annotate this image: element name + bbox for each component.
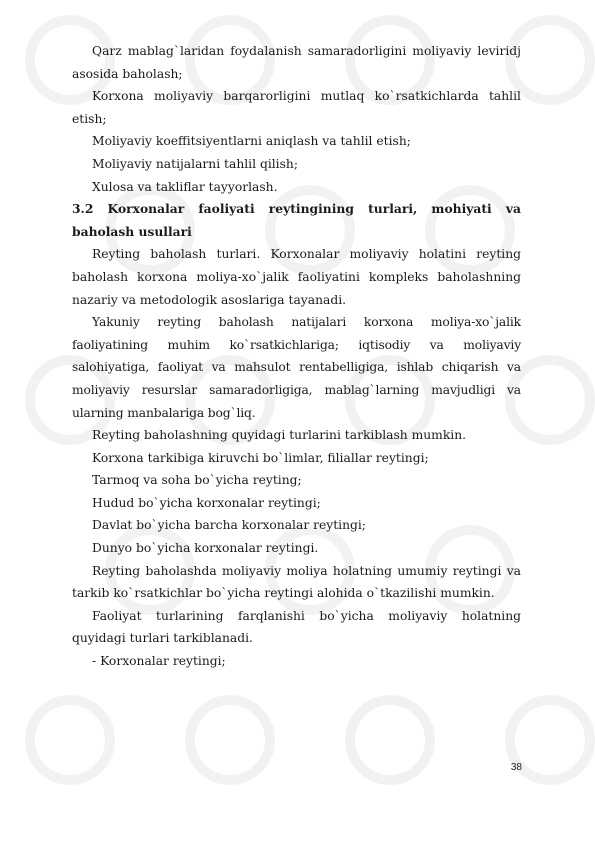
- section-heading: 3.2 Korxonalar faoliyati reytingining turlari, mohiyati va baholash usullari: [72, 201, 521, 239]
- list-item-korxonalar-reytingi: - Korxonalar reytingi;: [92, 654, 226, 669]
- paragraph-natijalar: Moliyaviy natijalarni tahlil qilish;: [92, 156, 298, 171]
- paragraph-koeffitsiyentlar: Moliyaviy koeffitsiyentlarni aniqlash va tahlil etish;: [92, 134, 411, 149]
- paragraph-faoliyat-turlari: Faoliyat turlarining farqlanishi bo`yicha moliyaviy holatning quyidagi turlari tarkiblanadi.: [72, 608, 521, 646]
- paragraph-barqarorlik: Korxona moliyaviy barqarorligini mutlaq ko`rsatkichlarda tahlil etish;: [72, 89, 521, 126]
- paragraph-umumiy-reyting: Reyting baholashda moliyaviy moliya holatning umumiy reytingi va tarkib ko`rsatkichlar bo`yicha reytingi alohida o`tkazilishi mumkin.: [72, 563, 521, 601]
- document-page: [72, 40, 521, 673]
- list-item-bolimlar: Korxona tarkibiga kiruvchi bo`limlar, filiallar reytingi;: [92, 450, 429, 465]
- paragraph-yakuniy-reyting: Yakuniy reyting baholash natijalari korxona moliya-xo`jalik faoliyatining muhim ko`rsatkichlariga; iqtisodiy va moliyaviy salohiyatiga, faoliyat va mahsulot rentabelligiga, ishlab chiqarish va moliyaviy resurslar samaradorligiga, mablag`larning mavjudligi va ularning manbalariga bog`liq.: [72, 315, 521, 420]
- page-number: 38: [510, 762, 522, 773]
- paragraph-xulosa: Xulosa va takliflar tayyorlash.: [92, 179, 278, 194]
- list-item-davlat: Davlat bo`yicha barcha korxonalar reytingi;: [92, 518, 366, 533]
- list-item-hudud: Hudud bo`yicha korxonalar reytingi;: [92, 495, 321, 510]
- paragraph-reyting-turlari: Reyting baholash turlari. Korxonalar moliyaviy holatini reyting baholash korxona moliya-xo`jalik faoliyatini kompleks baholashning nazariy va metodologik asoslariga tayanadi.: [72, 247, 521, 307]
- list-item-dunyo: Dunyo bo`yicha korxonalar reytingi.: [92, 541, 319, 556]
- list-item-tarmoq: Tarmoq va soha bo`yicha reyting;: [92, 473, 302, 488]
- paragraph-tarkiblash: Reyting baholashning quyidagi turlarini tarkiblash mumkin.: [92, 428, 467, 443]
- paragraph-qarz-mablaglar: Qarz mablag`laridan foydalanish samaradorligini moliyaviy leviridj asosida baholash;: [72, 44, 521, 81]
